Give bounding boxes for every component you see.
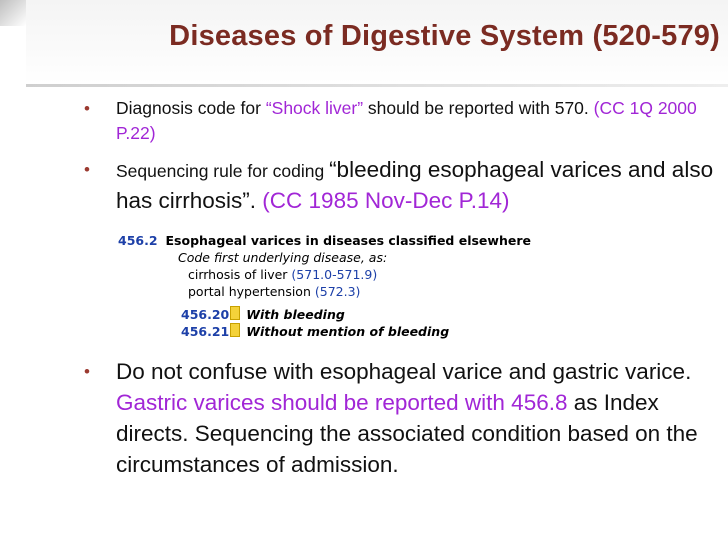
decorative-corner: [0, 0, 26, 26]
portal-text: portal hypertension: [188, 284, 311, 299]
cirrhosis-line: [188, 266, 558, 283]
sub-code-line-2: [181, 323, 558, 340]
code-first-suffix: , as:: [360, 250, 388, 265]
code-heading-line: [118, 232, 558, 249]
fifth-digit-badge-icon: [230, 306, 240, 320]
title-divider: [26, 84, 728, 87]
cirrhosis-text: cirrhosis of liver: [188, 267, 288, 282]
fifth-digit-badge-icon: [230, 323, 240, 337]
bullet3-text-b: as Index directs. Sequencing the associated condition based on the circumstances of admission.: [116, 390, 698, 477]
bullet1-citation: (CC 1Q 2000 P.22): [116, 98, 697, 143]
bullet-list-2: [86, 356, 718, 488]
bullet1-text-b: should be reported with 570.: [363, 98, 594, 118]
bullet-sequencing-rule: [86, 154, 718, 216]
sub-code-line-1: [181, 306, 558, 323]
bullet-icon: •: [84, 99, 90, 118]
code-456-21: 456.21: [181, 324, 230, 339]
code-456-2: 456.2: [118, 233, 158, 248]
with-bleeding-text: With bleeding: [246, 307, 345, 322]
bullet2-text-b: “bleeding esophageal varices and also has cirrhosis”.: [116, 157, 714, 213]
portal-code-link[interactable]: (572.3): [314, 284, 361, 299]
bullet-icon: •: [84, 362, 90, 381]
icd-code-excerpt: [118, 232, 558, 350]
code-first-line: [178, 249, 558, 266]
without-bleeding-text: Without mention of bleeding: [246, 324, 450, 339]
bullet-gastric-varice: [86, 356, 718, 480]
bullet2-citation: (CC 1985 Nov-Dec P.14): [262, 188, 510, 213]
bullet1-text-a: Diagnosis code for: [116, 98, 266, 118]
bullet2-text-a: Sequencing rule for coding: [116, 161, 330, 181]
bullet1-quote: “Shock liver”: [265, 98, 364, 118]
bullet-icon: •: [84, 160, 90, 179]
bullet-shock-liver: [86, 96, 718, 146]
code-heading: Esophageal varices in diseases classified elsewhere: [165, 233, 531, 248]
bullet-list: [86, 96, 718, 224]
cirrhosis-range-link[interactable]: (571.0-571.9): [291, 267, 378, 282]
code-456-20: 456.20: [181, 307, 230, 322]
portal-line: [188, 283, 558, 300]
bullet3-highlight: Gastric varices should be reported with 456.8: [116, 390, 568, 415]
slide-title: Diseases of Digestive System (520-579): [169, 20, 720, 52]
bullet3-text-a: Do not confuse with esophageal varice and gastric varice.: [116, 359, 692, 384]
code-first-label: Code first underlying disease: [178, 250, 361, 265]
